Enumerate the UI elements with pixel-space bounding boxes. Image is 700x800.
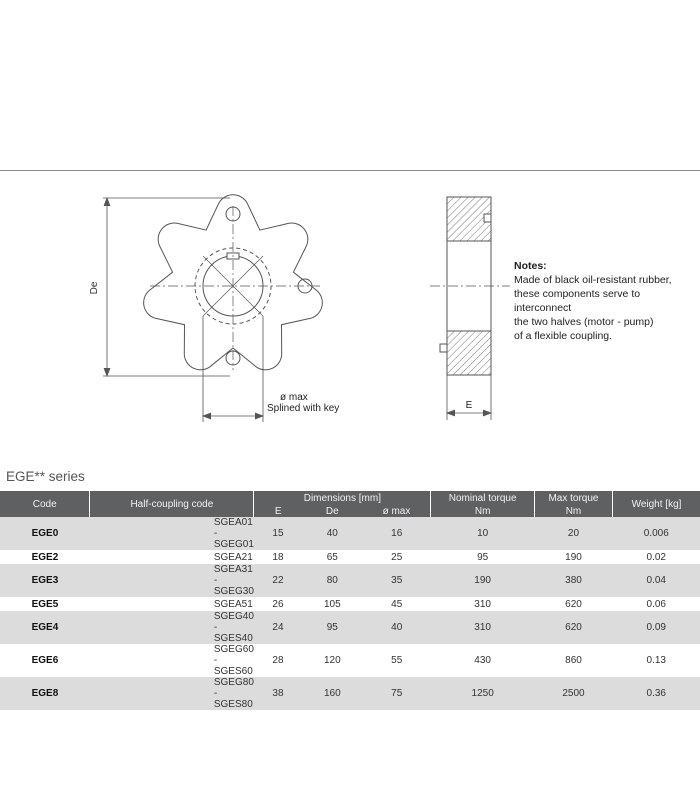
header-half-coupling: Half-coupling code [90, 491, 254, 517]
cell-nominal: 310 [431, 597, 535, 611]
cell-e: 24 [254, 611, 302, 644]
cell-omax: 40 [363, 611, 431, 644]
notes-block [514, 259, 700, 343]
cell-de: 80 [302, 564, 363, 597]
cell-nominal: 1250 [431, 677, 535, 710]
cell-weight: 0.13 [613, 644, 700, 677]
table-row [0, 564, 700, 597]
cell-e: 38 [254, 677, 302, 710]
cell-nominal: 10 [431, 517, 535, 550]
header-e: E [254, 505, 302, 517]
notes-line: Made of black oil-resistant rubber, [514, 274, 672, 286]
cell-max: 190 [534, 550, 612, 564]
notes-line: the two halves (motor - pump) [514, 316, 654, 328]
table-row [0, 644, 700, 677]
header-max-torque: Max torque [534, 491, 612, 505]
cell-de: 65 [302, 550, 363, 564]
cell-nominal: 310 [431, 611, 535, 644]
e-label: E [465, 400, 473, 411]
cell-weight: 0.06 [613, 597, 700, 611]
cell-half: SGEA01 - SGEG01 [90, 517, 254, 550]
cell-omax: 55 [363, 644, 431, 677]
cell-code: EGE6 [0, 644, 90, 677]
header-dimensions: Dimensions [mm] [254, 491, 431, 505]
series-title: EGE** series [6, 469, 85, 484]
header-de: De [302, 505, 363, 517]
cell-omax: 25 [363, 550, 431, 564]
cell-max: 620 [534, 597, 612, 611]
cell-omax: 75 [363, 677, 431, 710]
header-nominal-torque: Nominal torque [431, 491, 535, 505]
table-row [0, 677, 700, 710]
table-row [0, 611, 700, 644]
cell-half: SGEG60 - SGES60 [90, 644, 254, 677]
side-view [430, 197, 510, 375]
cell-max: 620 [534, 611, 612, 644]
cell-e: 18 [254, 550, 302, 564]
cell-e: 22 [254, 564, 302, 597]
cell-omax: 16 [363, 517, 431, 550]
spec-table [0, 491, 700, 710]
header-omax: ø max [363, 505, 431, 517]
header-max-unit: Nm [534, 505, 612, 517]
notes-line: of a flexible coupling. [514, 330, 613, 342]
cell-weight: 0.02 [613, 550, 700, 564]
cell-omax: 45 [363, 597, 431, 611]
cell-code: EGE4 [0, 611, 90, 644]
cell-e: 15 [254, 517, 302, 550]
cell-code: EGE0 [0, 517, 90, 550]
header-weight: Weight [kg] [613, 491, 700, 517]
cell-max: 860 [534, 644, 612, 677]
cell-half: SGEG40 - SGES40 [90, 611, 254, 644]
cell-e: 28 [254, 644, 302, 677]
table-row [0, 517, 700, 550]
cell-nominal: 190 [431, 564, 535, 597]
cell-de: 40 [302, 517, 363, 550]
notes-line: these components serve to interconnect [514, 288, 641, 314]
table-row [0, 550, 700, 564]
cell-omax: 35 [363, 564, 431, 597]
cell-code: EGE3 [0, 564, 90, 597]
cell-half: SGEG80 - SGES80 [90, 677, 254, 710]
cell-half: SGEA31 - SGEG30 [90, 564, 254, 597]
cell-half: SGEA51 [90, 597, 254, 611]
cell-code: EGE2 [0, 550, 90, 564]
omax-label: ø max [280, 392, 308, 403]
cell-nominal: 95 [431, 550, 535, 564]
cell-code: EGE5 [0, 597, 90, 611]
table-row [0, 597, 700, 611]
cell-max: 20 [534, 517, 612, 550]
splined-label: Splined with key [267, 403, 340, 414]
notes-title: Notes: [514, 260, 547, 272]
cell-max: 2500 [534, 677, 612, 710]
cell-weight: 0.006 [613, 517, 700, 550]
header-code: Code [0, 491, 90, 517]
cell-de: 160 [302, 677, 363, 710]
cell-half: SGEA21 [90, 550, 254, 564]
cell-weight: 0.09 [613, 611, 700, 644]
cell-max: 380 [534, 564, 612, 597]
cell-de: 120 [302, 644, 363, 677]
cell-nominal: 430 [431, 644, 535, 677]
cell-e: 26 [254, 597, 302, 611]
cell-weight: 0.36 [613, 677, 700, 710]
cell-weight: 0.04 [613, 564, 700, 597]
e-dimension [447, 375, 491, 420]
front-view [144, 195, 323, 370]
de-label: De [89, 281, 100, 295]
cell-code: EGE8 [0, 677, 90, 710]
cell-de: 105 [302, 597, 363, 611]
header-nominal-unit: Nm [431, 505, 535, 517]
cell-de: 95 [302, 611, 363, 644]
